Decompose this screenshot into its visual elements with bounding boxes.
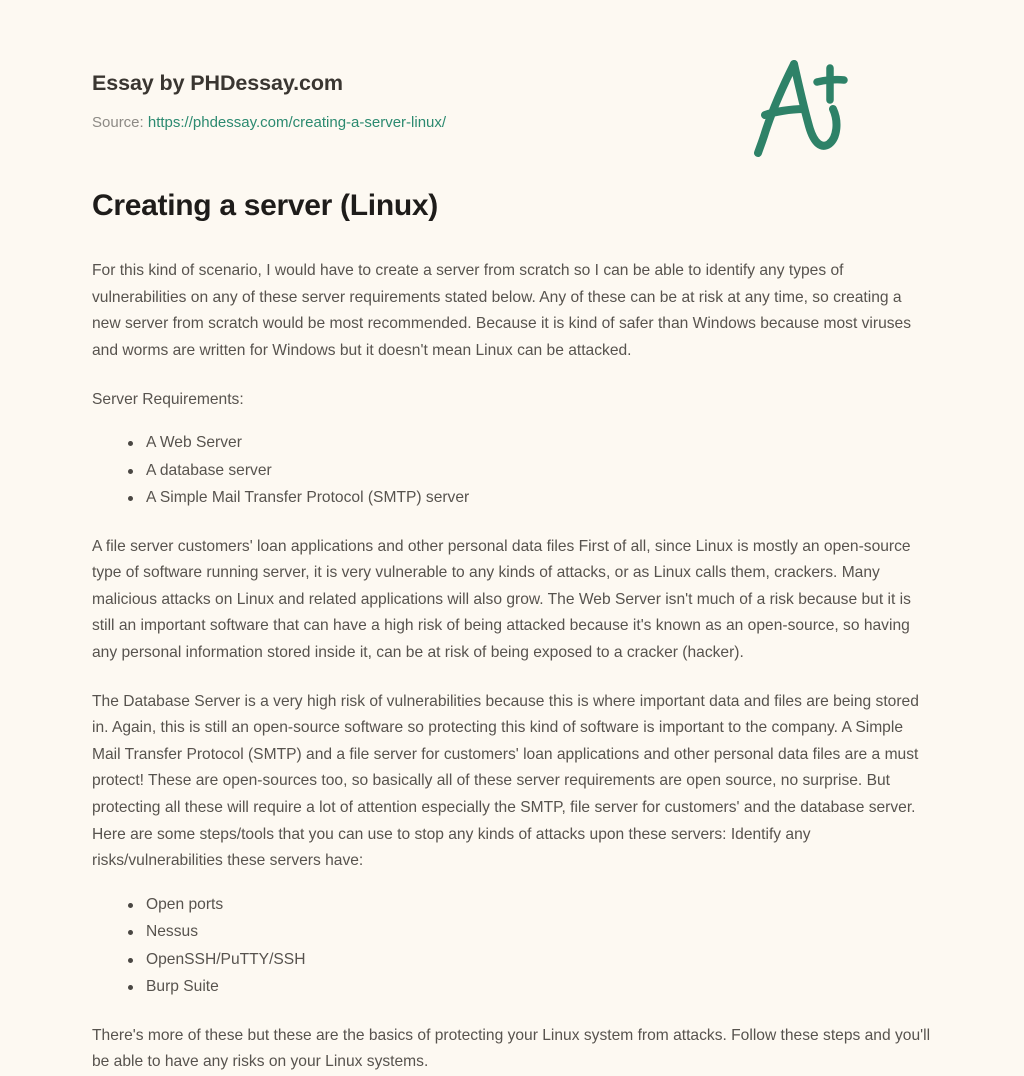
paragraph-2: A file server customers' loan applications and other personal data files First of all, since Linux is mostly an open-source type of software running server, it is very vulnerable to any kinds of attacks, or as Linux calls them, crackers. Many malicious attacks on Linux and related applications will also grow. The Web Server isn't much of a risk because but it is still an important software that can have a high risk of being attacked because it's known as an open-source, so having any personal information stored inside it, can be at risk of being exposed to a cracker (hacker). xyxy=(92,537,911,661)
list-item: Open ports xyxy=(146,891,932,919)
tools-list xyxy=(92,891,932,1001)
article-body xyxy=(92,132,932,1076)
aplus-logo-icon xyxy=(738,52,858,162)
requirements-heading: Server Requirements: xyxy=(92,390,244,408)
list-item: Nessus xyxy=(146,918,932,946)
page-title: Creating a server (Linux) xyxy=(92,189,438,223)
list-item: A Web Server xyxy=(146,429,932,457)
server-requirements-list xyxy=(92,429,932,512)
paragraph-1: For this kind of scenario, I would have to create a server from scratch so I can be able to identify any types of vulnerabilities on any of these server requirements stated below. Any of these can be at risk at any time, so creating a new server from scratch would be most recommended. Because it is kind of safer than Windows because most viruses and worms are written for Windows but it doesn't mean Linux can be attacked. xyxy=(92,262,912,359)
list-item: OpenSSH/PuTTY/SSH xyxy=(146,946,932,974)
brand-title: Essay by PHDessay.com xyxy=(92,71,343,95)
source-label: Source: xyxy=(92,113,144,131)
list-item: Burp Suite xyxy=(146,973,932,1001)
source-url-link[interactable]: https://phdessay.com/creating-a-server-linux/ xyxy=(147,113,447,131)
paragraph-3: The Database Server is a very high risk of vulnerabilities because this is where important data and files are being stored in. Again, this is still an open-source software so protecting this kind of software is important to the company. A Simple Mail Transfer Protocol (SMTP) and a file server for customers' loan applications and other personal data files are a must protect! These are open-sources too, so basically all of these server requirements are open source, no surprise. But protecting all these will require a lot of attention especially the SMTP, file server for customers' and the database server. Here are some steps/tools that you can use to stop any kinds of attacks upon these servers: Identify any risks/vulnerabilities these servers have: xyxy=(92,692,919,870)
document-header xyxy=(92,0,932,132)
list-item: A database server xyxy=(146,457,932,485)
list-item: A Simple Mail Transfer Protocol (SMTP) server xyxy=(146,484,932,512)
paragraph-4: There's more of these but these are the basics of protecting your Linux system from attacks. Follow these steps and you'll be able to have any risks on your Linux systems. xyxy=(92,1026,931,1071)
